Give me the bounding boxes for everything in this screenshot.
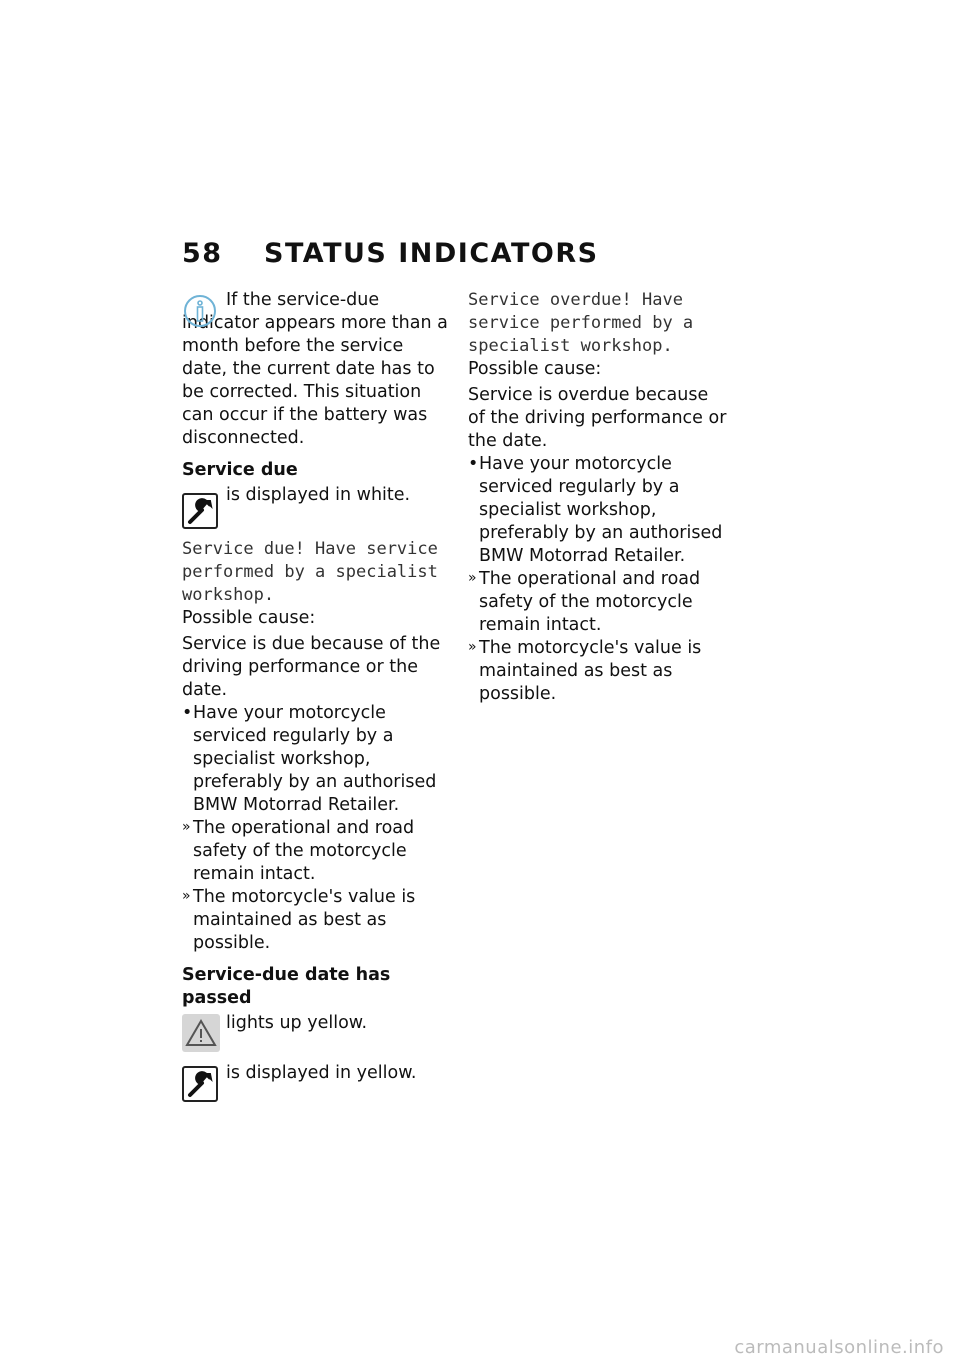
wrench-icon: [182, 493, 218, 529]
warning-indicator-text: lights up yellow.: [226, 1013, 368, 1033]
service-due-cause-text: Service is due because of the driving performance or the date.: [182, 634, 441, 700]
overdue-wrench-row: [182, 1062, 450, 1106]
service-overdue-action: • Have your motorcycle serviced regularly by a specialist workshop, preferably by an authorised BMW Motorrad Retailer.: [468, 453, 730, 568]
service-overdue-heading: Service-due date has passed: [182, 965, 391, 1008]
info-note-text: If the service-due indicator appears more than a month before the service date, the current date has to be corrected. This situation can occur if the battery was disconnected.: [182, 290, 448, 448]
right-column: [468, 289, 730, 706]
warning-indicator-row: [182, 1012, 450, 1058]
service-due-icon-text: is displayed in white.: [226, 485, 411, 505]
service-due-message: Service due! Have service performed by a specialist workshop.: [182, 539, 438, 605]
page-title: STATUS INDICATORS: [264, 238, 599, 269]
page-number: 58: [182, 238, 223, 269]
watermark[interactable]: carmanualsonline.info: [734, 1337, 944, 1358]
service-due-result-1: » The operational and road safety of the motorcycle remain intact.: [182, 817, 450, 886]
overdue-wrench-text: is displayed in yellow.: [226, 1063, 417, 1083]
service-overdue-cause-label: Possible cause:: [468, 359, 602, 379]
page-heading: [182, 238, 599, 269]
wrench-icon: [182, 1066, 218, 1102]
service-due-cause-label: Possible cause:: [182, 608, 316, 628]
info-icon: [182, 291, 218, 335]
service-due-indicator-row: [182, 484, 450, 528]
service-due-action: • Have your motorcycle serviced regularly by a specialist workshop, preferably by an authorised BMW Motorrad Retailer.: [182, 702, 450, 817]
service-overdue-cause-text: Service is overdue because of the driving performance or the date.: [468, 385, 727, 451]
service-overdue-result-2: » The motorcycle's value is maintained as best as possible.: [468, 637, 730, 706]
left-column: [182, 289, 450, 1106]
info-note: [182, 289, 450, 450]
service-overdue-result-1: » The operational and road safety of the motorcycle remain intact.: [468, 568, 730, 637]
warning-triangle-icon: [182, 1014, 220, 1052]
service-due-result-2: » The motorcycle's value is maintained as best as possible.: [182, 886, 450, 955]
service-overdue-message: Service overdue! Have service performed by a specialist workshop.: [468, 290, 694, 356]
service-due-heading: Service due: [182, 460, 298, 480]
